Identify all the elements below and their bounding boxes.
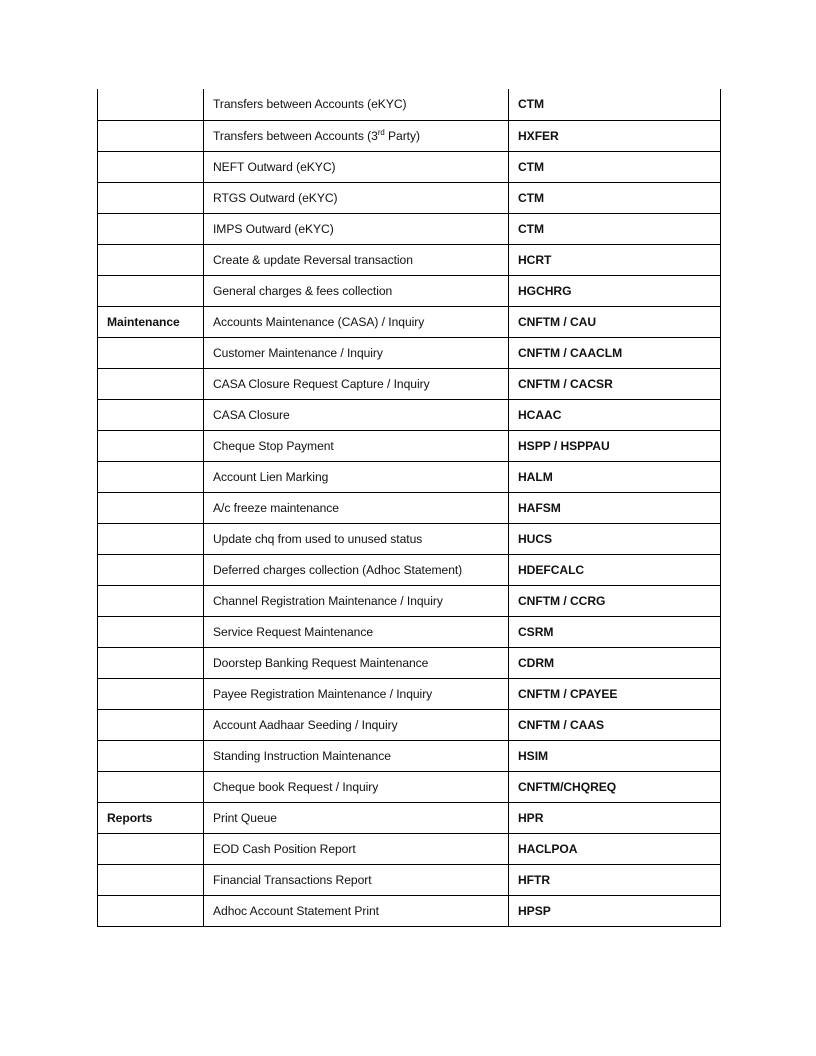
description-text: Customer Maintenance / Inquiry <box>213 345 383 360</box>
table-row <box>98 120 721 151</box>
category-cell <box>98 771 204 802</box>
description-cell <box>204 368 509 399</box>
table-row <box>98 864 721 895</box>
menu-code-text: CNFTM / CACSR <box>518 376 613 391</box>
table-row <box>98 616 721 647</box>
menu-code-text: HCAAC <box>518 407 562 422</box>
ordinal-suffix: rd <box>377 127 385 137</box>
menu-code-cell <box>509 182 721 213</box>
category-cell <box>98 585 204 616</box>
table-row <box>98 523 721 554</box>
menu-code-cell <box>509 306 721 337</box>
category-cell <box>98 647 204 678</box>
description-text: CASA Closure <box>213 407 290 422</box>
description-text: Update chq from used to unused status <box>213 531 423 546</box>
menu-code-text: HCRT <box>518 252 552 267</box>
category-cell <box>98 337 204 368</box>
description-cell <box>204 864 509 895</box>
category-cell <box>98 89 204 120</box>
menu-code-text: CNFTM / CAU <box>518 314 597 329</box>
category-cell <box>98 616 204 647</box>
category-cell <box>98 182 204 213</box>
menu-code-text: HAFSM <box>518 500 561 515</box>
description-text: Doorstep Banking Request Maintenance <box>213 655 429 670</box>
menu-code-text: HSIM <box>518 748 549 763</box>
menu-code-text: HUCS <box>518 531 553 546</box>
menu-code-text: HFTR <box>518 872 551 887</box>
menu-code-text: HDEFCALC <box>518 562 585 577</box>
menu-code-cell <box>509 275 721 306</box>
category-label: Reports <box>107 810 153 825</box>
category-cell <box>98 306 204 337</box>
table-row <box>98 895 721 926</box>
category-cell <box>98 368 204 399</box>
menu-code-text: CNFTM / CPAYEE <box>518 686 618 701</box>
description-text: EOD Cash Position Report <box>213 841 356 856</box>
category-cell <box>98 740 204 771</box>
menu-code-cell <box>509 461 721 492</box>
description-text-tail: Party) <box>384 128 420 143</box>
table-row <box>98 461 721 492</box>
menu-code-text: HACLPOA <box>518 841 578 856</box>
menu-code-cell <box>509 585 721 616</box>
description-text: Channel Registration Maintenance / Inquiry <box>213 593 443 608</box>
category-cell <box>98 120 204 151</box>
category-cell <box>98 554 204 585</box>
menu-code-cell <box>509 492 721 523</box>
category-cell <box>98 492 204 523</box>
table-row <box>98 368 721 399</box>
description-cell <box>204 740 509 771</box>
menu-code-text: CTM <box>518 97 545 112</box>
menu-code-cell <box>509 523 721 554</box>
description-cell <box>204 492 509 523</box>
table-row <box>98 647 721 678</box>
menu-code-cell <box>509 368 721 399</box>
category-cell <box>98 151 204 182</box>
menu-code-text: CNFTM / CAAS <box>518 717 605 732</box>
category-cell <box>98 213 204 244</box>
table-row <box>98 182 721 213</box>
description-text: A/c freeze maintenance <box>213 500 339 515</box>
table-row <box>98 740 721 771</box>
menu-code-cell <box>509 430 721 461</box>
table-row <box>98 430 721 461</box>
description-cell <box>204 709 509 740</box>
category-cell <box>98 895 204 926</box>
category-label: Maintenance <box>107 314 180 329</box>
description-cell <box>204 275 509 306</box>
description-text: RTGS Outward (eKYC) <box>213 190 338 205</box>
table-row <box>98 151 721 182</box>
description-text: Service Request Maintenance <box>213 624 373 639</box>
menu-code-cell <box>509 740 721 771</box>
menu-code-cell <box>509 709 721 740</box>
menu-code-cell <box>509 151 721 182</box>
table-row <box>98 554 721 585</box>
description-cell <box>204 182 509 213</box>
menu-code-text: HSPP / HSPPAU <box>518 438 610 453</box>
menu-code-text: HPSP <box>518 903 551 918</box>
menu-code-text: HALM <box>518 469 553 484</box>
category-cell <box>98 709 204 740</box>
description-cell <box>204 337 509 368</box>
category-cell <box>98 244 204 275</box>
description-cell <box>204 306 509 337</box>
menu-code-cell <box>509 554 721 585</box>
description-text: Deferred charges collection (Adhoc Statement) <box>213 562 463 577</box>
table-container <box>97 89 720 927</box>
description-cell <box>204 554 509 585</box>
description-cell <box>204 120 509 151</box>
table-row <box>98 213 721 244</box>
table-row <box>98 833 721 864</box>
menu-code-text: CNFTM / CAACLM <box>518 345 623 360</box>
description-cell <box>204 430 509 461</box>
description-text: General charges & fees collection <box>213 283 393 298</box>
description-cell <box>204 678 509 709</box>
description-text: NEFT Outward (eKYC) <box>213 159 336 174</box>
menu-code-text: CNFTM/CHQREQ <box>518 779 617 794</box>
menu-code-text: CSRM <box>518 624 554 639</box>
table-body <box>98 89 721 926</box>
menu-code-cell <box>509 895 721 926</box>
description-cell <box>204 585 509 616</box>
menu-code-cell <box>509 647 721 678</box>
category-cell <box>98 399 204 430</box>
description-cell <box>204 895 509 926</box>
table-row <box>98 244 721 275</box>
description-cell <box>204 399 509 430</box>
menu-code-cell <box>509 89 721 120</box>
description-cell <box>204 771 509 802</box>
table-row <box>98 492 721 523</box>
table-row <box>98 678 721 709</box>
table-row <box>98 275 721 306</box>
table-row <box>98 771 721 802</box>
category-cell <box>98 678 204 709</box>
menu-code-text: HGCHRG <box>518 283 572 298</box>
category-cell <box>98 833 204 864</box>
description-text: Create & update Reversal transaction <box>213 252 413 267</box>
description-text: Account Aadhaar Seeding / Inquiry <box>213 717 398 732</box>
description-cell <box>204 213 509 244</box>
menu-code-cell <box>509 771 721 802</box>
description-cell <box>204 802 509 833</box>
menu-code-text: CNFTM / CCRG <box>518 593 606 608</box>
description-cell <box>204 244 509 275</box>
description-text: Financial Transactions Report <box>213 872 372 887</box>
description-cell <box>204 523 509 554</box>
menu-code-cell <box>509 244 721 275</box>
description-text: CASA Closure Request Capture / Inquiry <box>213 376 430 391</box>
menu-code-text: HXFER <box>518 128 559 143</box>
table-row <box>98 89 721 120</box>
category-cell <box>98 523 204 554</box>
menu-code-text: HPR <box>518 810 544 825</box>
description-text: IMPS Outward (eKYC) <box>213 221 334 236</box>
menu-code-cell <box>509 833 721 864</box>
menu-code-cell <box>509 802 721 833</box>
menu-code-text: CTM <box>518 221 545 236</box>
table-row <box>98 709 721 740</box>
menu-code-text: CTM <box>518 190 545 205</box>
category-cell <box>98 864 204 895</box>
description-text: Accounts Maintenance (CASA) / Inquiry <box>213 314 425 329</box>
description-text: Cheque book Request / Inquiry <box>213 779 379 794</box>
description-text: Payee Registration Maintenance / Inquiry <box>213 686 433 701</box>
function-code-table <box>97 89 721 927</box>
menu-code-text: CDRM <box>518 655 555 670</box>
category-cell <box>98 275 204 306</box>
description-text: Standing Instruction Maintenance <box>213 748 391 763</box>
table-row <box>98 802 721 833</box>
menu-code-cell <box>509 678 721 709</box>
description-cell <box>204 151 509 182</box>
description-text: Transfers between Accounts (eKYC) <box>213 97 407 112</box>
table-row <box>98 399 721 430</box>
description-text: Transfers between Accounts (3 <box>213 128 378 143</box>
category-cell <box>98 461 204 492</box>
description-cell <box>204 461 509 492</box>
description-text: Print Queue <box>213 810 277 825</box>
description-cell <box>204 616 509 647</box>
menu-code-cell <box>509 337 721 368</box>
description-text: Account Lien Marking <box>213 469 329 484</box>
table-row <box>98 337 721 368</box>
table-row <box>98 306 721 337</box>
description-text: Cheque Stop Payment <box>213 438 334 453</box>
menu-code-text: CTM <box>518 159 545 174</box>
menu-code-cell <box>509 120 721 151</box>
table-row <box>98 585 721 616</box>
menu-code-cell <box>509 213 721 244</box>
description-cell <box>204 89 509 120</box>
description-cell <box>204 647 509 678</box>
category-cell <box>98 802 204 833</box>
description-cell <box>204 833 509 864</box>
menu-code-cell <box>509 616 721 647</box>
description-text: Adhoc Account Statement Print <box>213 903 379 918</box>
menu-code-cell <box>509 399 721 430</box>
menu-code-cell <box>509 864 721 895</box>
category-cell <box>98 430 204 461</box>
